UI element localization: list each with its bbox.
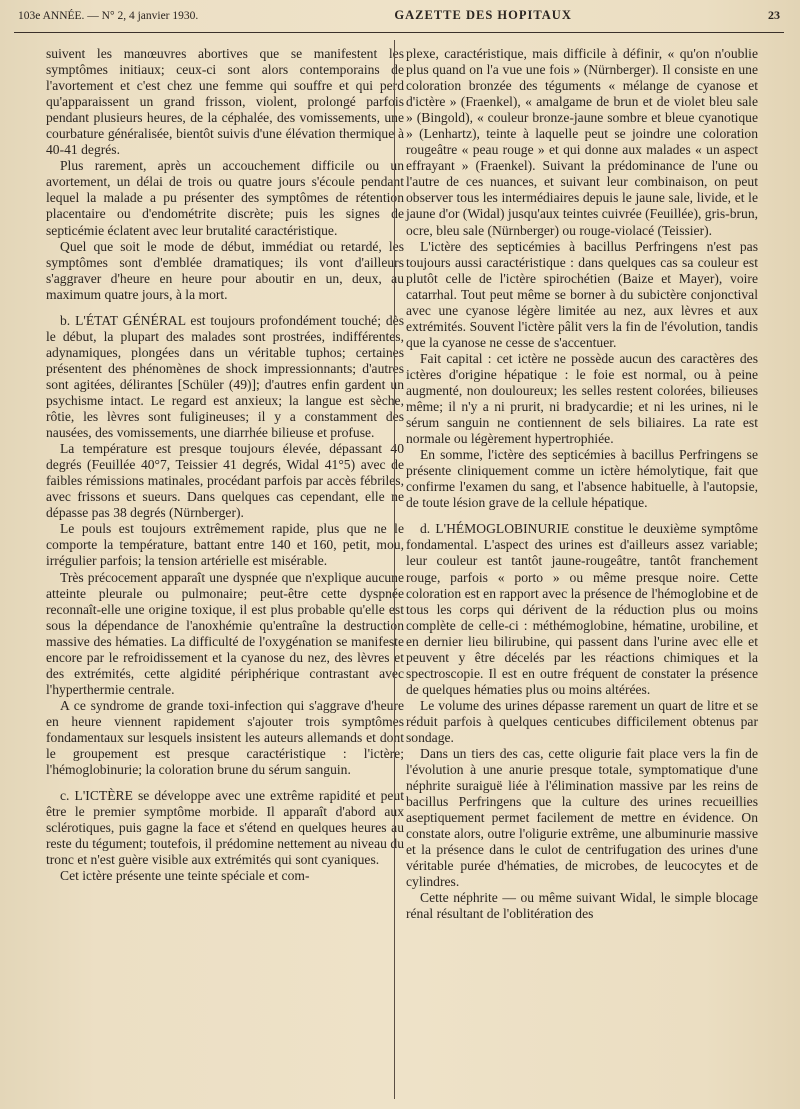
right-column [406,46,758,923]
paragraph: Très précocement apparaît une dyspnée que n'explique aucune atteinte pleurale ou pulmonaire; peut-être cette dyspnée reconnaît-elle une origine toxique, il est plus probable qu'elle est sous la dépendance de l'anoxhémie qu'entraîne la destruction massive des hématies. La difficulté de l'oxygénation se manifeste encore par le refroidissement et la cyanose du nez, des lèvres et des extrémités, cette algidité périphérique contrastant avec l'hyperthermie centrale. [46,569,404,697]
paragraph: c. L'ICTÈRE se développe avec une extrême rapidité et peut être le premier symptôme morbide. Il apparaît d'abord aux sclérotiques, puis gagne la face et s'étend en quelques heures au reste du tégument; toutefois, il prédomine nettement au niveau du tronc et n'est guère visible aux extrémités qui sont cyaniques. [46,788,404,868]
issue-info: 103e ANNÉE. — N° 2, 4 janvier 1930. [18,10,199,22]
paragraph: Plus rarement, après un accouchement difficile ou un avortement, un délai de trois ou quatre jours s'écoule pendant lequel la malade a pu présenter des symptômes de rétention placentaire ou d'endométrite discrète; puis les signes de septicémie éclatent avec leur brutalité caractéristique. [46,158,404,238]
paragraph: La température est presque toujours élevée, dépassant 40 degrés (Feuillée 40°7, Teissier 41 degrés, Widal 41°5) avec de faibles rémissions matinales, procédant parfois par accès fébriles, avec frissons et sueurs. Dans quelques cas cependant, elle ne dépasse pas 38 degrés (Nürnberger). [46,441,404,521]
paragraph: Cet ictère présente une teinte spéciale et com- [60,868,310,884]
left-column [46,46,404,884]
page-number: 23 [767,8,780,22]
paragraph: d. L'HÉMOGLOBINURIE constitue le deuxième symptôme fondamental. L'aspect des urines est d'ailleurs assez variable; leur couleur est tantôt jaune-rougeâtre, tantôt franchement rouge, parfois « porto » ou même presque noire. Cette coloration est en rapport avec la présence de l'hémoglobine et de tous les corps qui dérivent de la réduction plus ou moins complète de celle-ci : méthémoglobine, hématine, urobiline, et en dernier lieu bilirubine, qui passent dans l'urine avec elle et peuvent y être décelés par les réactions chimiques et la spectroscopie. Il est en outre fréquent de constater la présence de quelques hématies plus ou moins altérées. [406,521,758,697]
paragraph: Quel que soit le mode de début, immédiat ou retardé, les symptômes sont d'emblée dramatiques; ils vont d'ailleurs s'aggraver d'heure en heure pour aboutir en un, deux, au maximum quatre jours, à la mort. [46,238,404,302]
paragraph: Le pouls est toujours extrêmement rapide, plus que ne le comporte la température, battant entre 140 et 160, petit, mou, irrégulier parfois; la tension artérielle est misérable. [46,521,404,569]
paragraph: b. L'ÉTAT GÉNÉRAL est toujours profondément touché; dès le début, la plupart des malades sont prostrées, indifférentes, adynamiques, plongées dans un véritable tuphos; certaines présentent des phénomènes de shock impressionnants; d'autres sont agitées, délirantes [Schüler (49)]; d'autres enfin gardent un psychisme intact. Le regard est anxieux; la langue est sèche, rôtie, les lèvres sont fuligineuses; il y a constamment des nausées, des vomissements, une diarrhée bilieuse et profuse. [46,312,404,441]
header-rule [14,32,784,33]
paragraph: L'ictère des septicémies à bacillus Perfringens n'est pas toujours aussi caractéristique : dans quelques cas sa couleur est plutôt celle de l'ictère spirochétien (Baize et Mayer), voire catarrhal. Tout peut même se borner à du subictère conjonctival avec une cyanose légère limitée au nez, aux lèvres et aux extrémités. Souvent l'ictère pâlit vers la fin de l'évolution, tandis que la cyanose ne cesse de s'accentuer. [406,238,758,350]
paragraph: Le volume des urines dépasse rarement un quart de litre et se réduit parfois à quelques centicubes difficilement obtenus par sondage. [406,697,758,745]
paragraph: A ce syndrome de grande toxi-infection qui s'aggrave d'heure en heure viennent rapidement s'ajouter trois symptômes fondamentaux sur lesquels insistent les auteurs allemands et dont le groupement est presque caractéristique : l'ictère; l'hémoglobinurie; la coloration brune du sérum sanguin. [46,697,404,778]
paragraph: suivent les manœuvres abortives que se manifestent les symptômes initiaux; ceux-ci sont alors contemporains de l'avortement et c'est chez une femme qui souffre et qui perd qu'apparaissent un grand frisson, violent, prolongé parfois pendant plusieurs heures, de la céphalée, des vomissements, une courbature généralisée, bientôt suivis d'une élévation thermique à 40-41 degrés. [46,46,404,158]
paragraph: Dans un tiers des cas, cette oligurie fait place vers la fin de l'évolution à une anurie presque totale, symptomatique d'une néphrite suraiguë liée à l'élimination massive par les reins de bacillus Perfringens que la culture des urines recueillies aseptiquement permet facilement de mettre en évidence. On constate alors, outre l'oligurie extrême, une albuminurie massive et la présence dans le culot de centrifugation des urines d'une véritable purée d'hématies, de microbes, de leucocytes et de cylindres. [406,746,758,890]
paragraph: plexe, caractéristique, mais difficile à définir, « qu'on n'oublie plus quand on l'a vue une fois » (Nürnberger). Il consiste en une coloration bronzée des téguments « mélange de cyanose et d'ictère » (Fraenkel), « amalgame de brun et de violet bleu sale » (Bingold), « couleur bronze-jaune sombre et bleue cyanotique » (Lenhartz), teinte à laquelle peut se joindre une coloration rougeâtre « peau rouge » et qui donne aux malades « un aspect effrayant » (Fraenkel). Suivant la prédominance de l'une ou l'autre de ces nuances, et suivant leur combinaison, on peut observer tous les intermédiaires depuis le jaune sale, livide, et le jaune d'or (Widal) jusqu'aux teintes cuivrée (Feuillée), gris-brun, ocre, bleu sale (Nürnberger) ou rouge-violacé (Teissier). [406,46,759,238]
journal-title: GAZETTE DES HOPITAUX [394,8,572,22]
paragraph: Fait capital : cet ictère ne possède aucun des caractères des ictères d'origine hépatique : le foie est normal, ou à peine augmenté, non douloureux; les selles restent colorées, bilieuses même; il n'y a ni prurit, ni bradycardie; et ni les urines, ni le sérum sanguin ne contiennent de sels biliaires. La rate est normale ou légèrement hypertrophiée. [406,350,758,447]
column-divider [394,40,395,1099]
paragraph: En somme, l'ictère des septicémies à bacillus Perfringens se présente cliniquement comme un ictère hémolytique, fait que confirme l'examen du sang, et l'absence habituelle, à l'autopsie, de toute lésion grave de la cellule hépatique. [406,447,758,511]
paragraph: Cette néphrite — ou même suivant Widal, le simple blocage rénal résultant de l'oblitération des [406,890,758,922]
running-header [18,8,780,30]
